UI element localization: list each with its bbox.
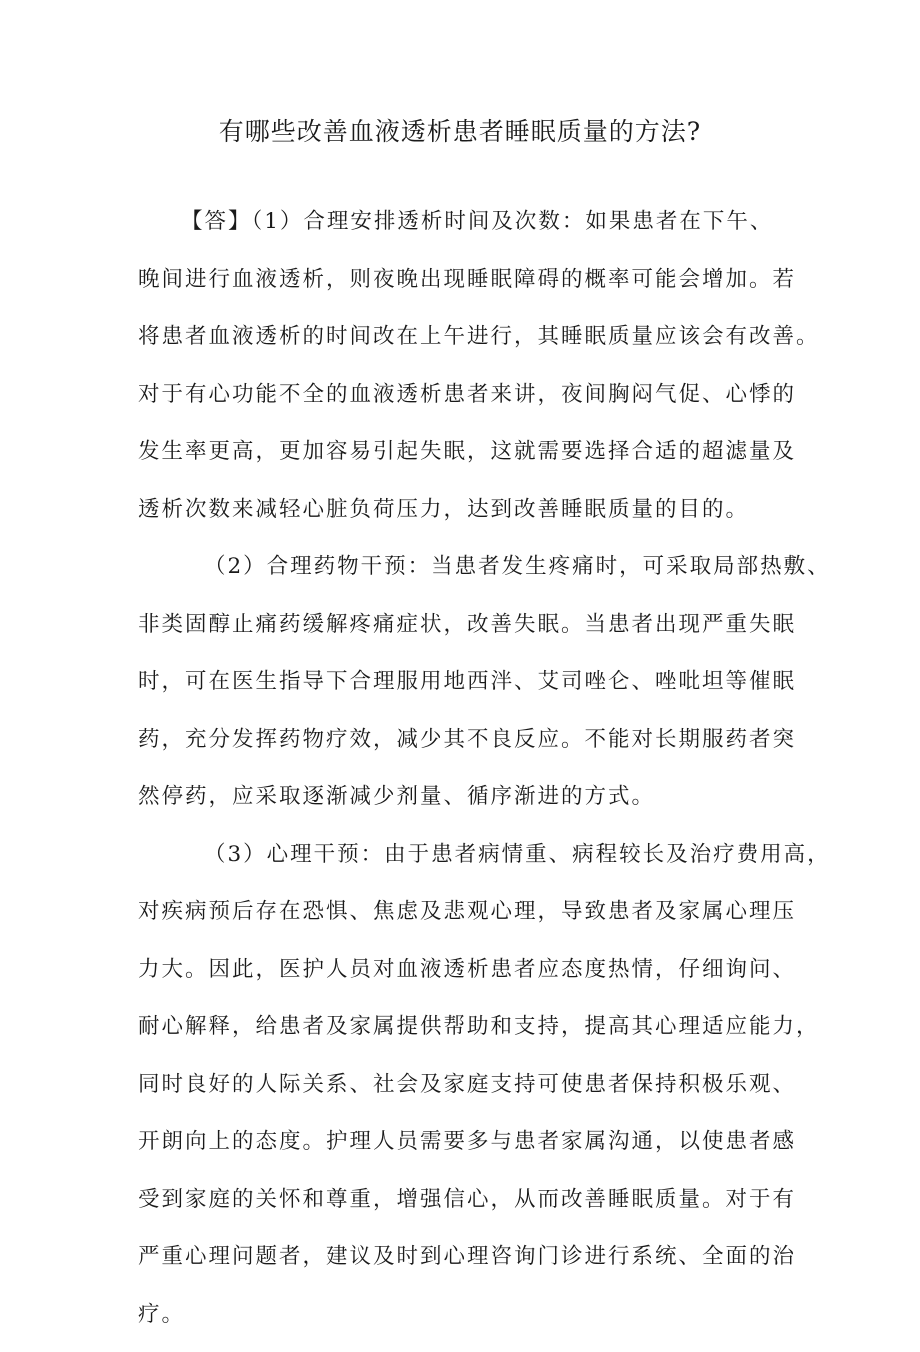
text-line: 同时良好的人际关系、社会及家庭支持可使患者保持积极乐观、 <box>138 1065 798 1123</box>
document-body <box>138 202 798 1352</box>
text-line: 对疾病预后存在恐惧、焦虑及悲观心理，导致患者及家属心理压 <box>138 892 798 950</box>
text-line: 对于有心功能不全的血液透析患者来讲，夜间胸闷气促、心悸的 <box>138 375 798 433</box>
text-line: 发生率更高，更加容易引起失眠，这就需要选择合适的超滤量及 <box>138 432 798 490</box>
text-line: 然停药，应采取逐渐减少剂量、循序渐进的方式。 <box>138 777 798 835</box>
paragraph-answer-3 <box>138 835 798 1352</box>
text-line: 受到家庭的关怀和尊重，增强信心，从而改善睡眠质量。对于有 <box>138 1180 798 1238</box>
text-line: 【答】（1）合理安排透析时间及次数：如果患者在下午、 <box>138 202 798 260</box>
text-line: 透析次数来减轻心脏负荷压力，达到改善睡眠质量的目的。 <box>138 490 798 548</box>
paragraph-answer-2 <box>138 547 798 835</box>
text-line: 非类固醇止痛药缓解疼痛症状，改善失眠。当患者出现严重失眠 <box>138 605 798 663</box>
paragraph-answer-1 <box>138 202 798 547</box>
text-line: 疗。 <box>138 1295 798 1352</box>
text-line: 耐心解释，给患者及家属提供帮助和支持，提高其心理适应能力， <box>138 1007 798 1065</box>
text-line: 开朗向上的态度。护理人员需要多与患者家属沟通，以使患者感 <box>138 1122 798 1180</box>
text-line: 时，可在医生指导下合理服用地西泮、艾司唑仑、唑吡坦等催眠 <box>138 662 798 720</box>
text-line: 药，充分发挥药物疗效，减少其不良反应。不能对长期服药者突 <box>138 720 798 778</box>
text-line: 晚间进行血液透析，则夜晚出现睡眠障碍的概率可能会增加。若 <box>138 260 798 318</box>
text-line: （2）合理药物干预：当患者发生疼痛时，可采取局部热敷、 <box>138 547 798 605</box>
text-line: （3）心理干预：由于患者病情重、病程较长及治疗费用高， <box>138 835 798 893</box>
page-title: 有哪些改善血液透析患者睡眠质量的方法? <box>0 112 920 152</box>
text-line: 将患者血液透析的时间改在上午进行，其睡眠质量应该会有改善。 <box>138 317 798 375</box>
text-line: 严重心理问题者，建议及时到心理咨询门诊进行系统、全面的治 <box>138 1237 798 1295</box>
text-line: 力大。因此，医护人员对血液透析患者应态度热情，仔细询问、 <box>138 950 798 1008</box>
